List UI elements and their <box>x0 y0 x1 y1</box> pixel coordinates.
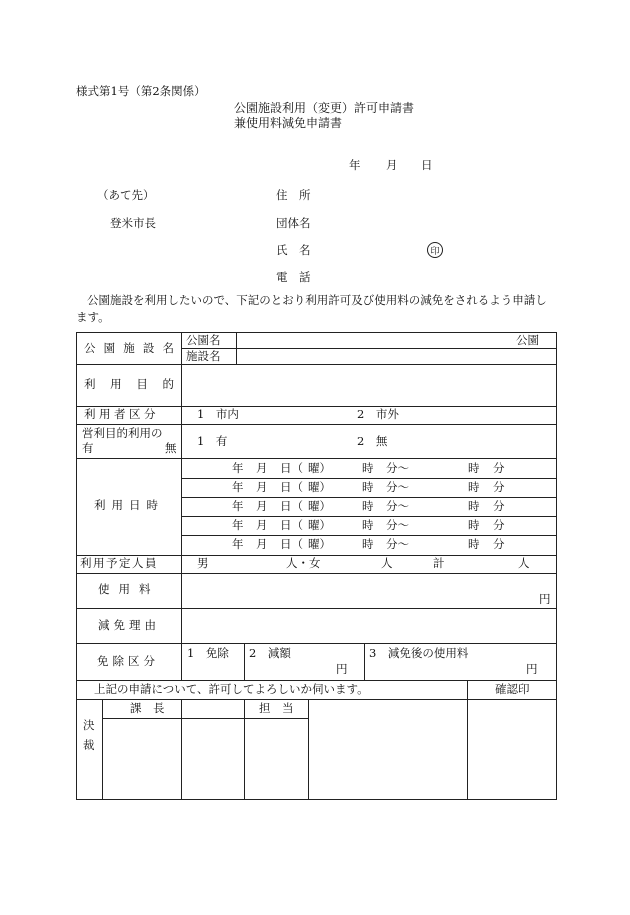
datetime-label: 利用日時 <box>94 498 164 512</box>
commercial-label-line1: 営利目的利用の <box>82 426 163 440</box>
date-day: 日 <box>421 158 433 172</box>
approval-text: 上記の申請について、許可してよろしいか伺います。 <box>94 682 369 696</box>
facility-name-label: 施設名 <box>186 349 221 363</box>
seal-mark: 印 <box>427 242 443 258</box>
form-subtitle: 兼使用料減免申請書 <box>234 116 343 130</box>
form-title: 公園施設利用（変更）許可申請書 <box>234 101 415 115</box>
purpose-label: 利 用 目 的 <box>84 377 174 391</box>
decision-label-1: 決 <box>83 718 95 732</box>
headcount-person-total: 人 <box>518 556 530 570</box>
commercial-option-1: 1 有 <box>197 434 228 448</box>
fee-label: 使用料 <box>98 582 160 596</box>
commercial-label-yes: 有 <box>82 441 94 455</box>
recipient: 登米市長 <box>110 216 156 230</box>
applicant-org-label: 団体名 <box>276 216 311 230</box>
park-name-label: 公園名 <box>186 333 221 347</box>
addressee: （あて先） <box>97 188 155 202</box>
applicant-name-label: 氏 名 <box>276 243 311 257</box>
person-in-charge-label: 担 当 <box>259 701 294 715</box>
intro-paragraph: 公園施設を利用したいので、下記のとおり利用許可及び使用料の減免をされるよう申請します。 <box>76 293 547 324</box>
user-class-option-1: 1 市内 <box>197 407 239 421</box>
commercial-label-no: 無 <box>165 441 177 455</box>
headcount-label: 利用予定人員 <box>80 556 158 570</box>
reduction-reason-label: 減免理由 <box>98 618 160 632</box>
user-class-label: 利用者区分 <box>84 407 159 421</box>
date-month: 月 <box>386 158 398 172</box>
facility-label: 公 園 施 設 名 <box>84 341 174 355</box>
user-class-option-2: 2 市外 <box>357 407 399 421</box>
headcount-person: 人 <box>381 556 393 570</box>
exemption-label: 免除区分 <box>97 654 159 668</box>
exemption-after-yen: 円 <box>526 662 538 676</box>
section-chief-label: 課 長 <box>130 701 165 715</box>
headcount-male: 男 <box>197 556 209 570</box>
exemption-option-1: 1 免除 <box>187 646 229 660</box>
fee-yen: 円 <box>539 592 551 606</box>
decision-label-2: 裁 <box>83 738 95 752</box>
applicant-phone-label: 電 話 <box>276 270 311 284</box>
commercial-option-2: 2 無 <box>357 434 388 448</box>
date-year: 年 <box>349 158 361 172</box>
headcount-female: 人・女 <box>286 556 321 570</box>
exemption-reduced-yen: 円 <box>336 662 348 676</box>
exemption-option-3: 3 減免後の使用料 <box>369 646 469 660</box>
headcount-total: 計 <box>433 556 445 570</box>
confirm-seal-label: 確認印 <box>495 682 530 696</box>
exemption-option-2: 2 減額 <box>249 646 291 660</box>
form-id: 様式第1号（第2条関係） <box>76 84 206 98</box>
park-suffix: 公園 <box>516 333 539 347</box>
applicant-address-label: 住 所 <box>276 188 311 202</box>
